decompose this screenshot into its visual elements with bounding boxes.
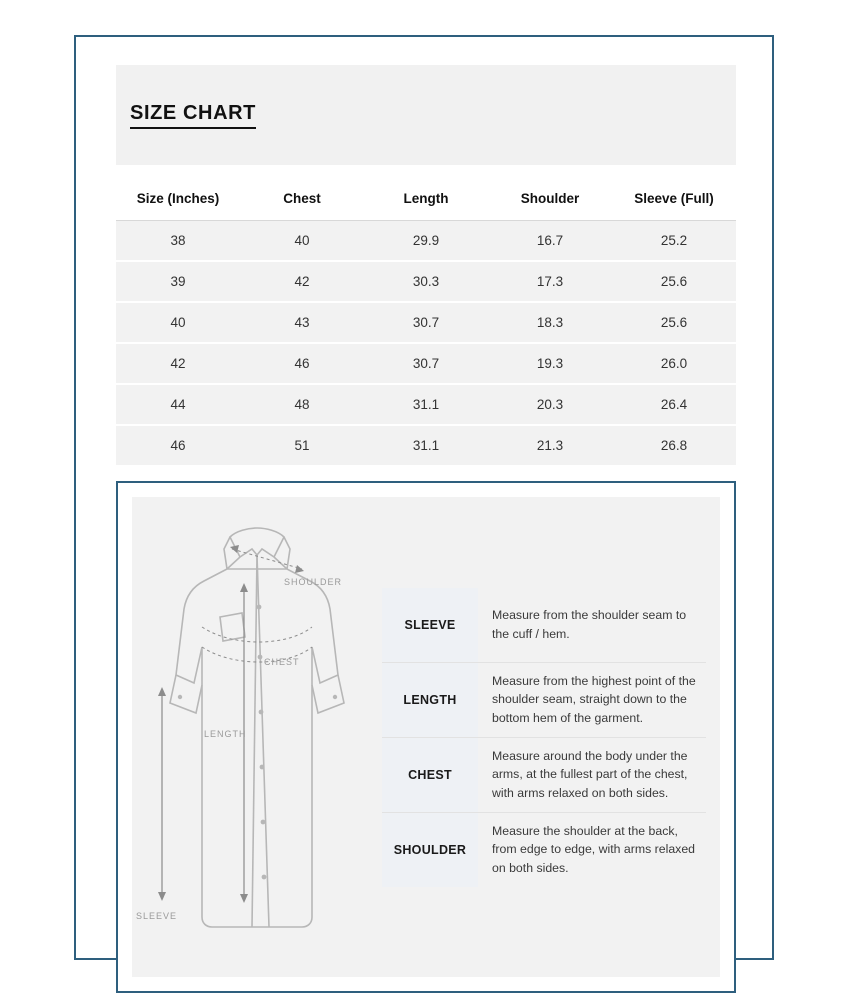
title-band — [116, 65, 736, 165]
definition-description: Measure around the body under the arms, at the fullest part of the chest, with arms relaxed on both sides. — [492, 748, 688, 800]
cell-shoulder: 20.3 — [488, 384, 612, 425]
size-measurements-table — [116, 177, 736, 467]
cell-shoulder: 19.3 — [488, 343, 612, 384]
cell-length: 30.7 — [364, 302, 488, 343]
table-row — [116, 425, 736, 466]
cell-shoulder: 17.3 — [488, 261, 612, 302]
label-sleeve: SLEEVE — [136, 911, 178, 921]
cell-sleeve: 25.2 — [612, 221, 736, 262]
cell-chest: 42 — [240, 261, 364, 302]
cell-sleeve: 26.0 — [612, 343, 736, 384]
definitions-list — [382, 497, 720, 977]
table-body — [116, 221, 736, 467]
cell-size: 39 — [116, 261, 240, 302]
cell-size: 42 — [116, 343, 240, 384]
label-shoulder: SHOULDER — [284, 577, 343, 587]
cell-length: 30.3 — [364, 261, 488, 302]
cell-size: 40 — [116, 302, 240, 343]
table-row — [116, 261, 736, 302]
shirt-illustration-area — [132, 497, 382, 977]
cell-shoulder: 18.3 — [488, 302, 612, 343]
table-row — [116, 302, 736, 343]
column-header-shoulder: Shoulder — [488, 177, 612, 221]
definition-description: Measure the shoulder at the back, from edge to edge, with arms relaxed on both sides. — [492, 823, 696, 875]
cell-chest: 46 — [240, 343, 364, 384]
cell-length: 31.1 — [364, 425, 488, 466]
definition-row — [382, 813, 706, 887]
cell-chest: 43 — [240, 302, 364, 343]
cell-chest: 40 — [240, 221, 364, 262]
definition-term: SLEEVE — [382, 588, 478, 662]
column-header-length: Length — [364, 177, 488, 221]
size-chart-document — [74, 35, 774, 960]
cell-sleeve: 25.6 — [612, 261, 736, 302]
cell-length: 31.1 — [364, 384, 488, 425]
cell-length: 30.7 — [364, 343, 488, 384]
measurement-guide-inner — [132, 497, 720, 977]
column-header-sleeve: Sleeve (Full) — [612, 177, 736, 221]
definition-row — [382, 663, 706, 738]
measurement-guide-panel — [116, 481, 736, 993]
definition-term: SHOULDER — [382, 813, 478, 887]
cell-chest: 48 — [240, 384, 364, 425]
document-inner — [116, 65, 736, 933]
cell-length: 29.9 — [364, 221, 488, 262]
cell-size: 38 — [116, 221, 240, 262]
definition-row — [382, 738, 706, 813]
cell-sleeve: 26.8 — [612, 425, 736, 466]
cell-sleeve: 26.4 — [612, 384, 736, 425]
page-title: SIZE CHART — [130, 102, 256, 129]
table-row — [116, 384, 736, 425]
definition-description: Measure from the shoulder seam to the cuff / hem. — [492, 608, 687, 641]
table-row — [116, 221, 736, 262]
cell-shoulder: 16.7 — [488, 221, 612, 262]
shirt-diagram-icon — [132, 497, 382, 967]
cell-shoulder: 21.3 — [488, 425, 612, 466]
cell-size: 46 — [116, 425, 240, 466]
table-row — [116, 343, 736, 384]
definition-description: Measure from the highest point of the shoulder seam, straight down to the bottom hem of the garment. — [492, 673, 696, 725]
definition-term: LENGTH — [382, 663, 478, 737]
table-header — [116, 177, 736, 221]
cell-size: 44 — [116, 384, 240, 425]
label-length: LENGTH — [204, 729, 247, 739]
cell-chest: 51 — [240, 425, 364, 466]
cell-sleeve: 25.6 — [612, 302, 736, 343]
table-header-row — [116, 177, 736, 221]
definition-term: CHEST — [382, 738, 478, 812]
definition-row — [382, 588, 706, 663]
column-header-size: Size (Inches) — [116, 177, 240, 221]
column-header-chest: Chest — [240, 177, 364, 221]
label-chest: CHEST — [264, 657, 300, 667]
